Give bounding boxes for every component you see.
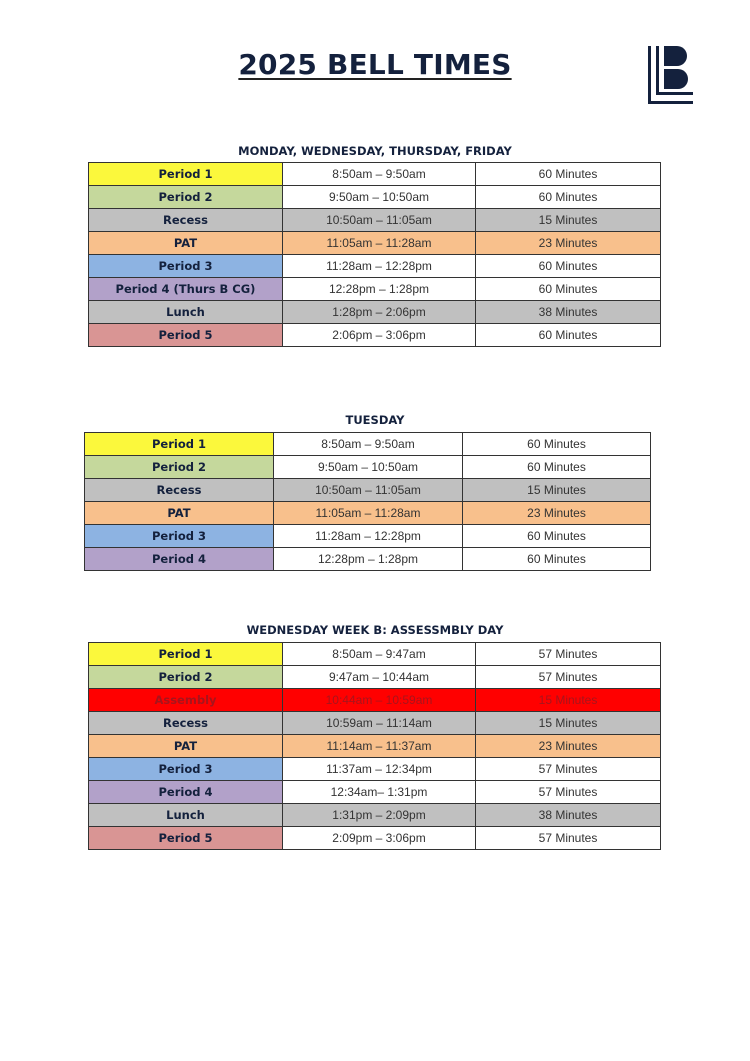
duration-cell: 15 Minutes <box>463 479 651 502</box>
duration-cell: 15 Minutes <box>476 712 661 735</box>
duration-cell: 60 Minutes <box>476 255 661 278</box>
period-name-cell: PAT <box>89 735 283 758</box>
time-range-cell: 2:09pm – 3:06pm <box>283 827 476 850</box>
table-row <box>89 163 661 186</box>
table-row <box>85 479 651 502</box>
duration-cell: 57 Minutes <box>476 827 661 850</box>
duration-cell: 38 Minutes <box>476 301 661 324</box>
table-row <box>89 186 661 209</box>
time-range-cell: 11:28am – 12:28pm <box>274 525 463 548</box>
period-name-cell: Period 1 <box>89 163 283 186</box>
duration-cell: 57 Minutes <box>476 666 661 689</box>
table-row <box>89 827 661 850</box>
table-row <box>89 781 661 804</box>
duration-cell: 60 Minutes <box>476 278 661 301</box>
duration-cell: 60 Minutes <box>463 433 651 456</box>
duration-cell: 57 Minutes <box>476 643 661 666</box>
period-name-cell: Lunch <box>89 804 283 827</box>
table-row <box>85 456 651 479</box>
period-name-cell: Period 2 <box>89 186 283 209</box>
page-title-wrap <box>0 48 750 81</box>
period-name-cell: Period 2 <box>89 666 283 689</box>
time-range-cell: 8:50am – 9:50am <box>283 163 476 186</box>
time-range-cell: 10:44am – 10:59am <box>283 689 476 712</box>
time-range-cell: 9:50am – 10:50am <box>274 456 463 479</box>
lb-logo-icon <box>645 44 695 106</box>
period-name-cell: Period 2 <box>85 456 274 479</box>
table-row <box>85 548 651 571</box>
time-range-cell: 8:50am – 9:47am <box>283 643 476 666</box>
duration-cell: 60 Minutes <box>463 548 651 571</box>
period-name-cell: Period 5 <box>89 827 283 850</box>
period-name-cell: Lunch <box>89 301 283 324</box>
period-name-cell: Recess <box>89 209 283 232</box>
period-name-cell: Recess <box>85 479 274 502</box>
time-range-cell: 12:28pm – 1:28pm <box>283 278 476 301</box>
time-range-cell: 11:37am – 12:34pm <box>283 758 476 781</box>
time-range-cell: 11:05am – 11:28am <box>274 502 463 525</box>
bell-table-tuesday <box>84 432 651 571</box>
table-row <box>89 689 661 712</box>
bell-table-mwtf <box>88 162 661 347</box>
table-row <box>85 433 651 456</box>
period-name-cell: Period 4 <box>85 548 274 571</box>
duration-cell: 38 Minutes <box>476 804 661 827</box>
time-range-cell: 2:06pm – 3:06pm <box>283 324 476 347</box>
time-range-cell: 10:59am – 11:14am <box>283 712 476 735</box>
period-name-cell: Period 5 <box>89 324 283 347</box>
table-row <box>89 758 661 781</box>
duration-cell: 60 Minutes <box>476 163 661 186</box>
table-row <box>85 525 651 548</box>
table-row <box>89 804 661 827</box>
table-row <box>89 324 661 347</box>
table-row <box>89 255 661 278</box>
duration-cell: 23 Minutes <box>476 232 661 255</box>
period-name-cell: Period 1 <box>89 643 283 666</box>
time-range-cell: 9:47am – 10:44am <box>283 666 476 689</box>
period-name-cell: Period 4 (Thurs B CG) <box>89 278 283 301</box>
time-range-cell: 10:50am – 11:05am <box>274 479 463 502</box>
time-range-cell: 1:28pm – 2:06pm <box>283 301 476 324</box>
time-range-cell: 11:05am – 11:28am <box>283 232 476 255</box>
duration-cell: 60 Minutes <box>476 324 661 347</box>
section-title-mwtf: MONDAY, WEDNESDAY, THURSDAY, FRIDAY <box>238 144 512 158</box>
period-name-cell: Assembly <box>89 689 283 712</box>
table-row <box>89 666 661 689</box>
duration-cell: 60 Minutes <box>476 186 661 209</box>
table-row <box>89 278 661 301</box>
period-name-cell: PAT <box>85 502 274 525</box>
time-range-cell: 10:50am – 11:05am <box>283 209 476 232</box>
duration-cell: 57 Minutes <box>476 758 661 781</box>
period-name-cell: Period 3 <box>89 758 283 781</box>
duration-cell: 23 Minutes <box>463 502 651 525</box>
duration-cell: 15 Minutes <box>476 209 661 232</box>
duration-cell: 60 Minutes <box>463 456 651 479</box>
bell-table-assembly-day <box>88 642 661 850</box>
period-name-cell: PAT <box>89 232 283 255</box>
period-name-cell: Period 1 <box>85 433 274 456</box>
period-name-cell: Recess <box>89 712 283 735</box>
table-row <box>89 735 661 758</box>
table-row <box>89 232 661 255</box>
time-range-cell: 11:28am – 12:28pm <box>283 255 476 278</box>
time-range-cell: 9:50am – 10:50am <box>283 186 476 209</box>
time-range-cell: 12:28pm – 1:28pm <box>274 548 463 571</box>
time-range-cell: 12:34am– 1:31pm <box>283 781 476 804</box>
duration-cell: 57 Minutes <box>476 781 661 804</box>
duration-cell: 15 Minutes <box>476 689 661 712</box>
time-range-cell: 11:14am – 11:37am <box>283 735 476 758</box>
period-name-cell: Period 4 <box>89 781 283 804</box>
duration-cell: 60 Minutes <box>463 525 651 548</box>
table-row <box>89 712 661 735</box>
section-title-assembly-day: WEDNESDAY WEEK B: ASSESSMBLY DAY <box>246 623 504 637</box>
table-row <box>89 301 661 324</box>
table-row <box>89 643 661 666</box>
page-title: 2025 BELL TIMES <box>238 48 512 81</box>
table-row <box>85 502 651 525</box>
section-title-tuesday: TUESDAY <box>345 413 405 427</box>
period-name-cell: Period 3 <box>85 525 274 548</box>
period-name-cell: Period 3 <box>89 255 283 278</box>
time-range-cell: 1:31pm – 2:09pm <box>283 804 476 827</box>
time-range-cell: 8:50am – 9:50am <box>274 433 463 456</box>
duration-cell: 23 Minutes <box>476 735 661 758</box>
table-row <box>89 209 661 232</box>
